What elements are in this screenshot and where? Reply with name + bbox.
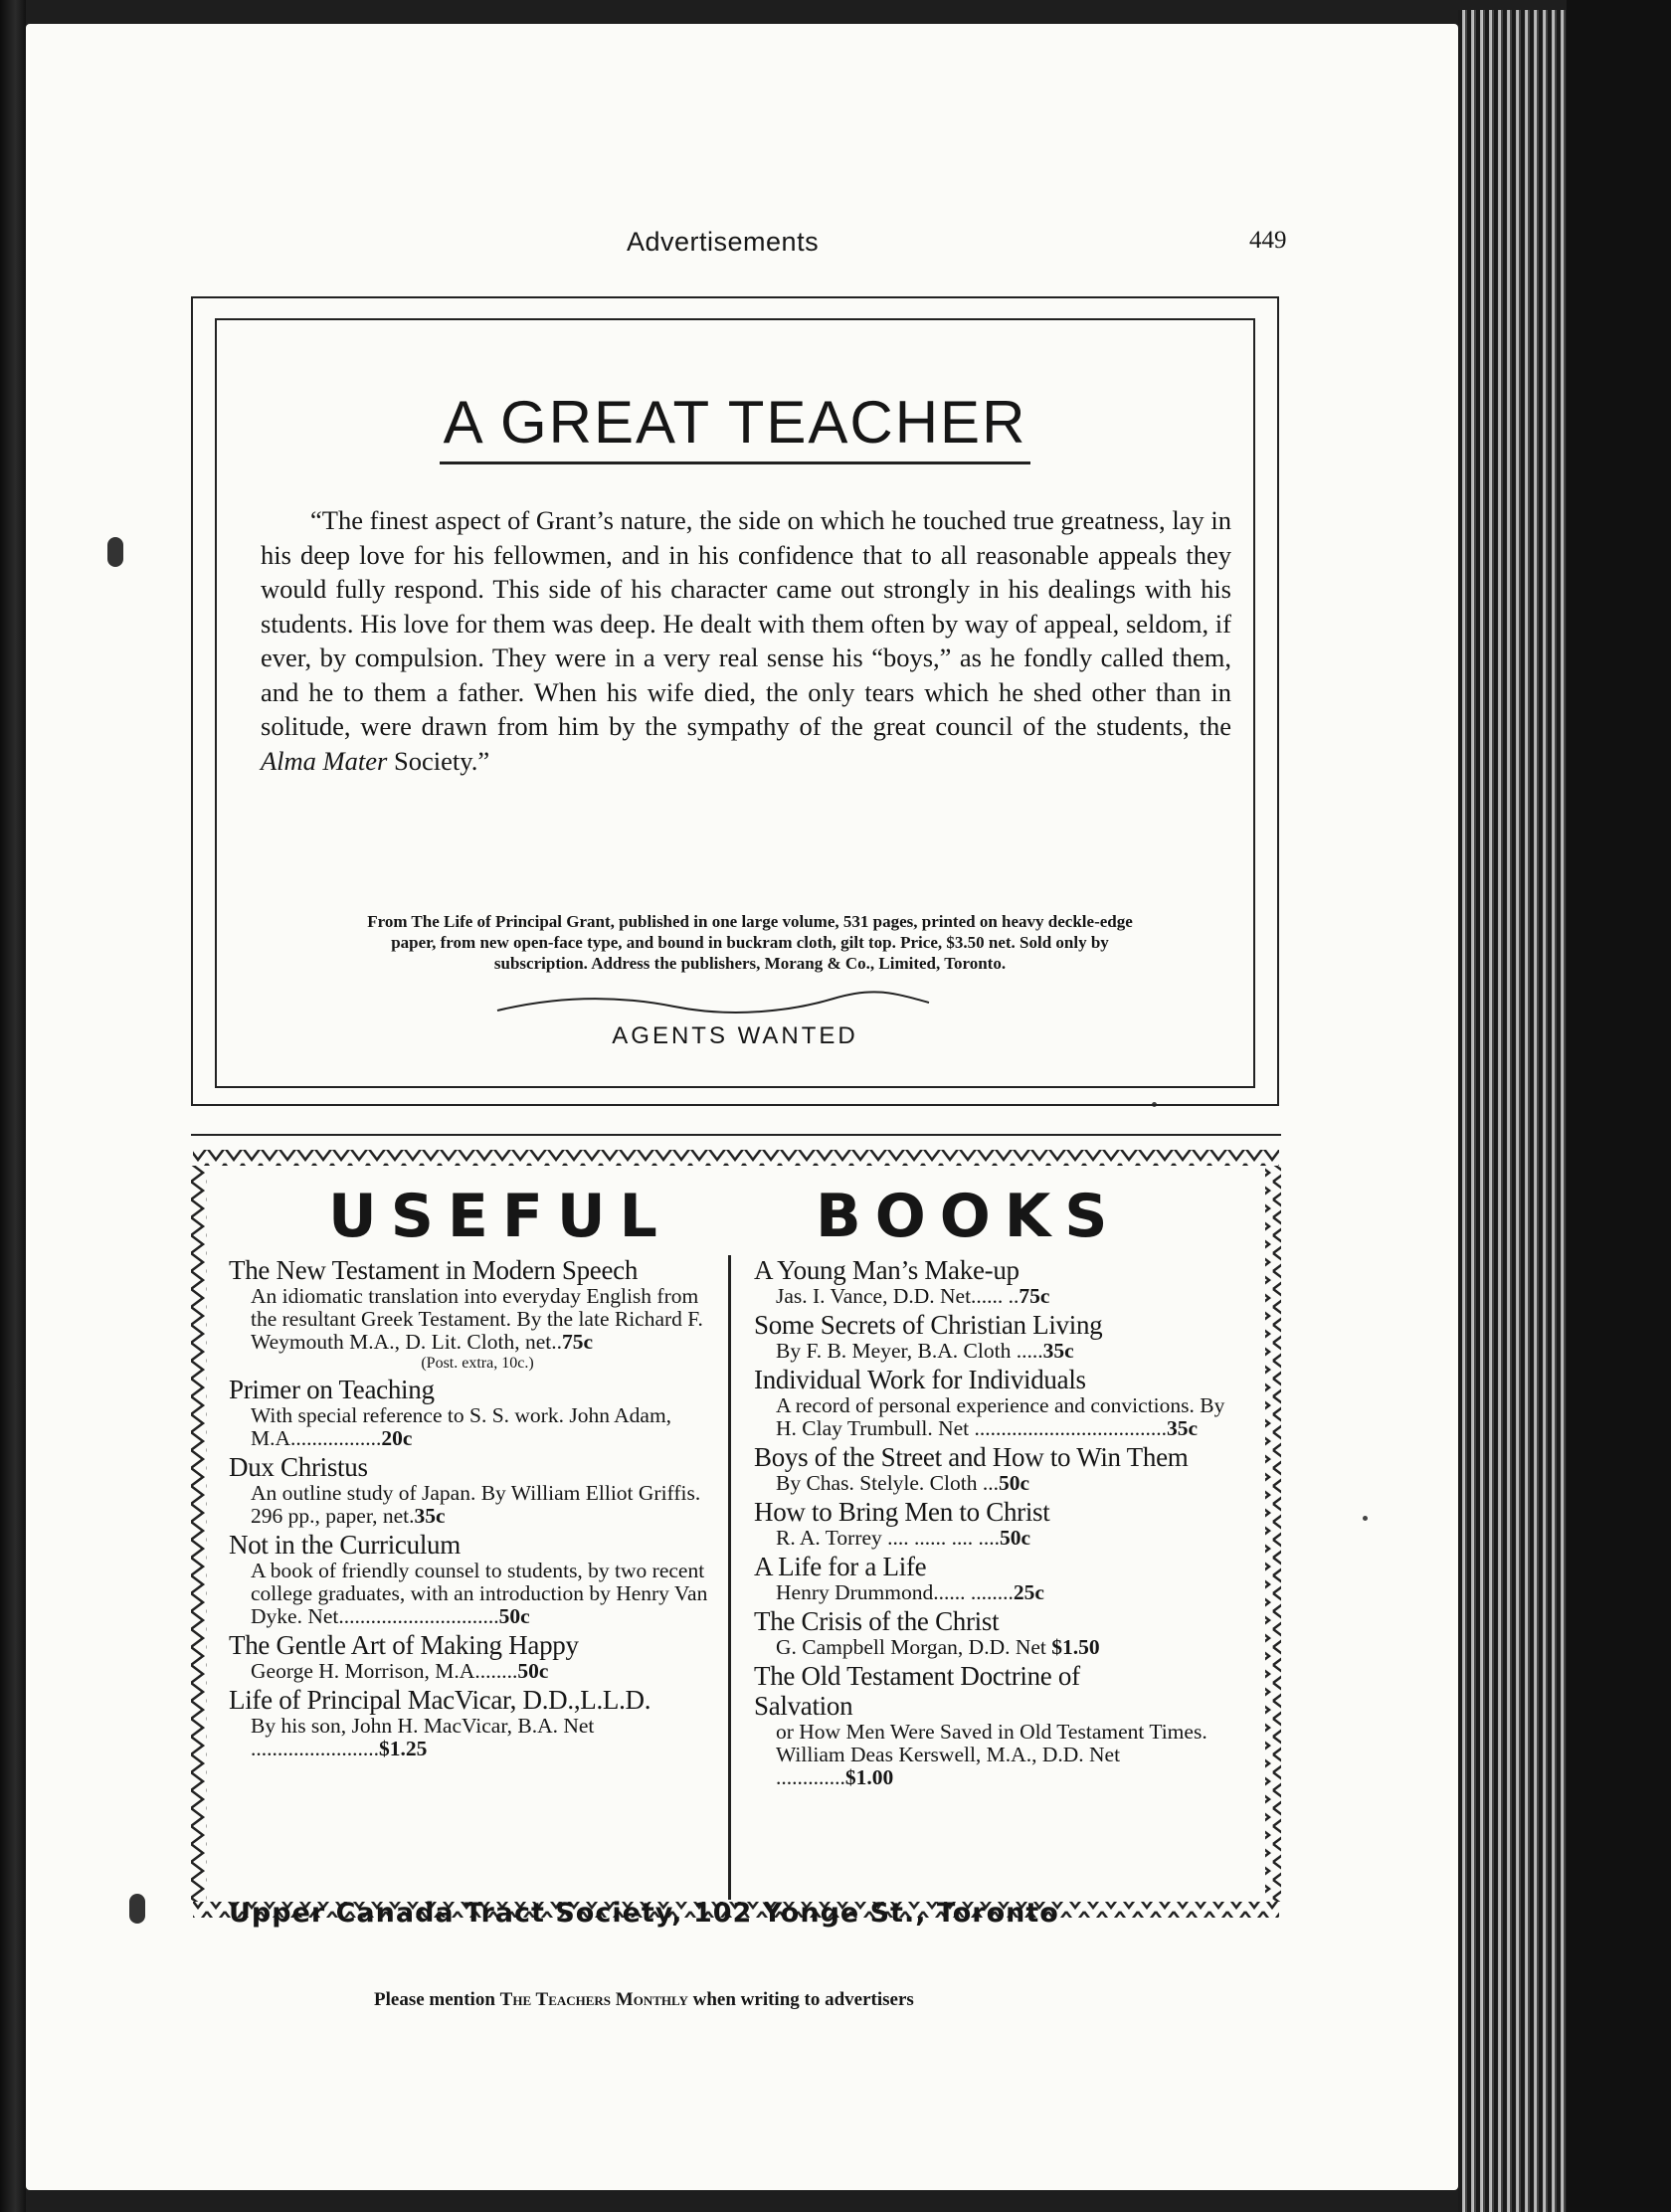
book-gutter (0, 0, 26, 2212)
flourish-ornament (495, 989, 933, 1018)
book-desc-text: Henry Drummond...... ........ (776, 1580, 1014, 1604)
books-left-column (229, 1253, 726, 1760)
page-number: 449 (1249, 227, 1287, 254)
book-entry (754, 1606, 1241, 1659)
book-description (229, 1660, 726, 1683)
book-cover-edge (1567, 0, 1671, 2212)
book-entry (229, 1685, 726, 1760)
quote-text: “The finest aspect of Grant’s nature, the side on which he touched true greatness, lay in his deep love for his fellowmen, and in his confidence that to all reasonable appeals they would fully respond. This side of his character came out strongly in his dealings with his students. His love for them was deep. He dealt with them often by way of appeal, seldom, if ever, by compulsion. They were in a very real sense his “boys,” as he fondly called them, and he to them a father. When his wife died, the only tears which he shed other than in solitude, were drawn from him by the sympathy of the great council of the students, the (261, 505, 1231, 741)
book-desc-text: An idiomatic translation into everyday English from the resultant Greek Testament. By the late Richard F. Weymouth M.A., D. Lit. Cloth, net.. (251, 1284, 703, 1354)
book-desc-text: A record of personal experience and convictions. By H. Clay Trumbull. Net .................................... (776, 1393, 1225, 1440)
book-title: Individual Work for Individuals (754, 1365, 1086, 1394)
book-description (229, 1560, 726, 1628)
useful-books-ad (189, 1146, 1283, 1922)
book-price: 75c (562, 1330, 594, 1354)
book-description (754, 1581, 1241, 1604)
binding-hole (129, 1894, 145, 1924)
book-entry (229, 1452, 726, 1528)
book-description (229, 1715, 726, 1760)
book-entry (229, 1255, 726, 1373)
book-price: 50c (517, 1659, 549, 1683)
book-title: Primer on Teaching (229, 1375, 435, 1404)
book-price: $1.50 (1051, 1635, 1100, 1659)
title-books: BOOKS (816, 1182, 1122, 1251)
book-entry (754, 1365, 1241, 1440)
book-title: A Young Man’s Make-up (754, 1255, 1020, 1285)
book-desc-text: By F. B. Meyer, B.A. Cloth ..... (776, 1339, 1043, 1363)
book-description (754, 1340, 1241, 1363)
book-title: The Old Testament Doctrine of Salvation (754, 1661, 1080, 1721)
book-description (754, 1527, 1241, 1550)
agents-wanted: AGENTS WANTED (612, 1022, 858, 1049)
book-desc-text: G. Campbell Morgan, D.D. Net (776, 1635, 1046, 1659)
book-entry (754, 1442, 1241, 1495)
book-desc-text: R. A. Torrey .... ...... .... .... (776, 1526, 1001, 1550)
book-title: Not in the Curriculum (229, 1530, 461, 1560)
speck (1363, 1516, 1368, 1521)
book-desc-text: By Chas. Stelyle. Cloth ... (776, 1471, 999, 1495)
mention-line (374, 1989, 914, 2011)
book-entry (229, 1630, 726, 1683)
book-title: A Life for a Life (754, 1552, 927, 1581)
book-description (229, 1285, 726, 1354)
book-entry (754, 1552, 1241, 1604)
book-description (754, 1285, 1241, 1308)
column-divider (728, 1255, 731, 1900)
book-price: 25c (1013, 1580, 1044, 1604)
book-description (754, 1394, 1241, 1440)
book-entry (229, 1375, 726, 1450)
book-title: Dux Christus (229, 1452, 368, 1482)
book-entry (754, 1255, 1241, 1308)
quote-italic: Alma Mater (261, 745, 388, 776)
running-head: Advertisements (627, 227, 820, 257)
magazine-name: The Teachers Monthly (499, 1989, 688, 2010)
book-entry (754, 1497, 1241, 1550)
grant-quote (261, 503, 1231, 778)
quote-end: Society.” (387, 745, 490, 776)
publisher-note: From The Life of Principal Grant, published in one large volume, 531 pages, printed on heavy deckle-edge paper, from new open-face type, and bound in buckram cloth, gilt top. Price, $3.50 net. Sold only by subscription. Address the publishers, Morang & Co., Limited, Toronto. (367, 912, 1133, 973)
book-price: 50c (1000, 1526, 1031, 1550)
book-desc-text: By his son, John H. MacVicar, B.A. Net ........................ (251, 1714, 595, 1760)
books-right-column (754, 1253, 1241, 1789)
book-title: Life of Principal MacVicar, D.D.,L.L.D. (229, 1685, 651, 1715)
book-price: 20c (381, 1426, 413, 1450)
book-title: The Gentle Art of Making Happy (229, 1630, 579, 1660)
ad-title (217, 388, 1253, 457)
book-price: 50c (498, 1604, 530, 1628)
book-desc-text: With special reference to S. S. work. John Adam, M.A................. (251, 1403, 672, 1450)
divider-rule (191, 1134, 1281, 1136)
book-description (229, 1482, 726, 1528)
book-desc-text: An outline study of Japan. By William Elliot Griffis. 296 pp., paper, net. (251, 1481, 701, 1528)
title-useful: USEFUL (328, 1182, 671, 1251)
postage-note: (Post. extra, 10c.) (421, 1355, 534, 1372)
book-description (754, 1721, 1241, 1789)
book-price: 35c (1167, 1416, 1199, 1440)
great-teacher-ad (191, 296, 1279, 1106)
society-address: Upper Canada Tract Society, 102 Yonge St., Toronto (229, 1898, 1059, 1929)
mention-text-end: when writing to advertisers (687, 1989, 914, 2010)
book-desc-text: Jas. I. Vance, D.D. Net...... .. (776, 1284, 1020, 1308)
book-price: 50c (998, 1471, 1030, 1495)
book-price: 35c (414, 1504, 446, 1528)
mention-text: Please mention (374, 1989, 500, 2010)
book-entry (754, 1661, 1241, 1789)
book-price: 35c (1042, 1339, 1074, 1363)
book-price: $1.00 (844, 1765, 894, 1789)
book-desc-text: George H. Morrison, M.A........ (251, 1659, 518, 1683)
book-price: 75c (1019, 1284, 1050, 1308)
ad-title-text: A GREAT TEACHER (440, 389, 1031, 464)
book-title: The Crisis of the Christ (754, 1606, 1000, 1636)
binding-hole (107, 537, 123, 567)
book-title: Some Secrets of Christian Living (754, 1310, 1103, 1340)
book-desc-text: or How Men Were Saved in Old Testament Times. William Deas Kerswell, M.A., D.D. Net ............. (776, 1720, 1207, 1789)
book-price: $1.25 (379, 1737, 428, 1760)
book-description (754, 1472, 1241, 1495)
book-title: Boys of the Street and How to Win Them (754, 1442, 1189, 1472)
book-description (754, 1636, 1241, 1659)
ad-inner-border (215, 318, 1255, 1088)
book-description (229, 1404, 726, 1450)
book-title: The New Testament in Modern Speech (229, 1255, 639, 1285)
book-entry (754, 1310, 1241, 1363)
book-title: How to Bring Men to Christ (754, 1497, 1050, 1527)
book-desc-text: A book of friendly counsel to students, by two recent college graduates, with an introduction by Henry Van Dyke. Net.............................. (251, 1559, 708, 1628)
book-entry (229, 1530, 726, 1628)
